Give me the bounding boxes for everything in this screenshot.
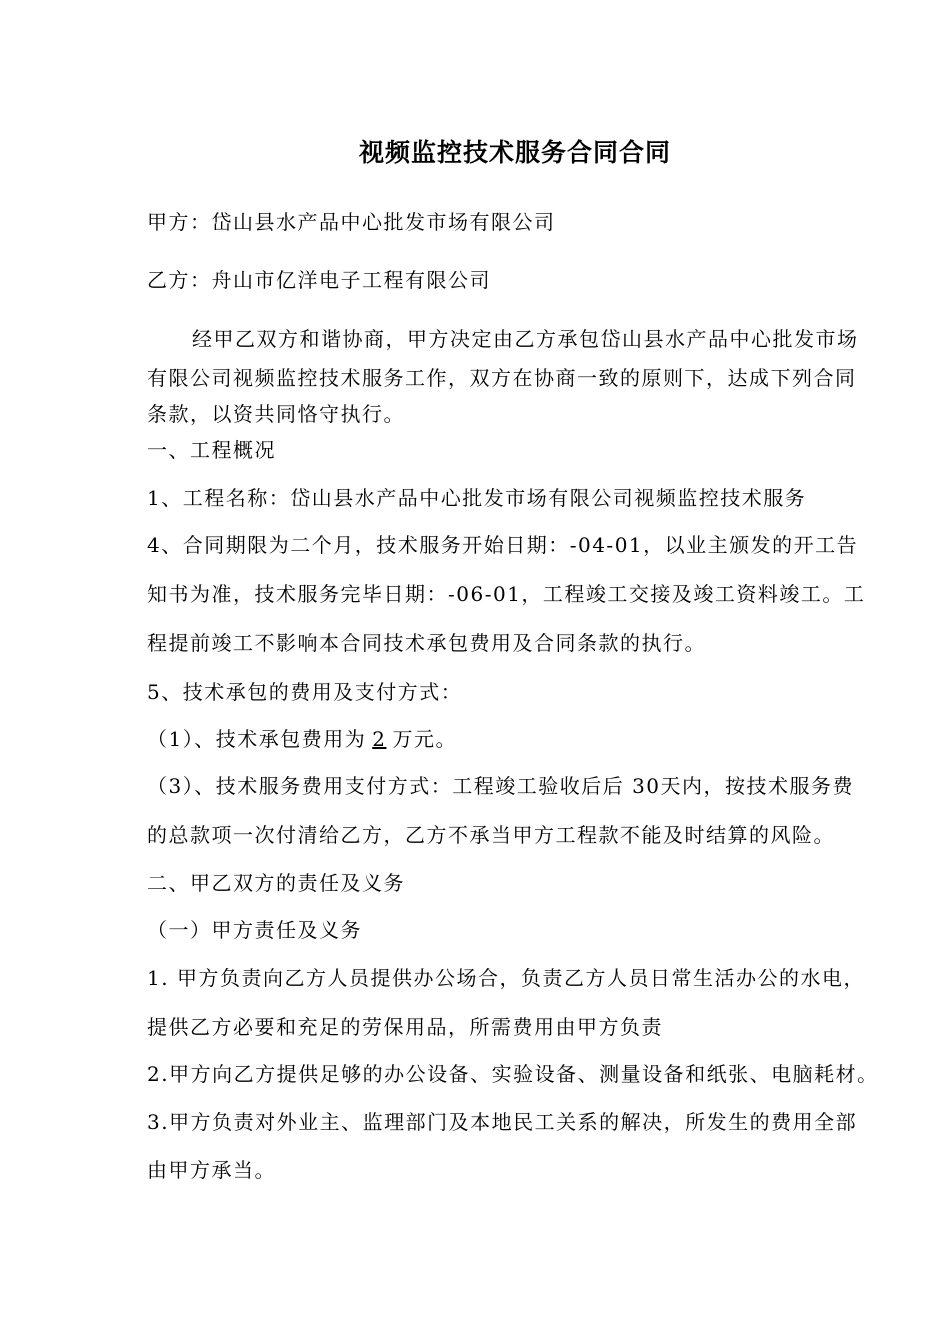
duty-1-line-2: 提供乙方必要和充足的劳保用品，所需费用由甲方负责: [147, 1015, 663, 1039]
project-name: 1、工程名称：岱山县水产品中心批发市场有限公司视频监控技术服务: [147, 486, 807, 510]
document-title: 视频监控技术服务合同合同: [358, 138, 671, 167]
section-1-heading: 一、工程概况: [147, 438, 276, 462]
fee-amount: 2: [372, 727, 387, 751]
intro-line-2: 有限公司视频监控技术服务工作，双方在协商一致的原则下，达成下列合同: [147, 366, 857, 390]
fee-prefix: （1）、技术承包费用为: [147, 727, 367, 751]
contract-term-line-1: 4、合同期限为二个月，技术服务开始日期：-04-01，以业主颁发的开工告: [147, 533, 859, 557]
fee-amount-line: [147, 727, 457, 751]
contract-term-line-3: 程提前竣工不影响本合同技术承包费用及合同条款的执行。: [147, 631, 706, 655]
intro-line-3: 条款，以资共同恪守执行。: [147, 402, 405, 426]
party-b: 乙方：舟山市亿洋电子工程有限公司: [147, 268, 491, 292]
fee-suffix: 万元。: [392, 727, 457, 751]
party-a: 甲方：岱山县水产品中心批发市场有限公司: [147, 210, 556, 234]
intro-line-1: 经甲乙双方和谐协商，甲方决定由乙方承包岱山县水产品中心批发市场: [192, 327, 859, 351]
duty-3-line-1: 3.甲方负责对外业主、监理部门及本地民工关系的解决，所发生的费用全部: [147, 1110, 858, 1134]
payment-line-2: 的总款项一次付清给乙方，乙方不承当甲方工程款不能及时结算的风险。: [147, 823, 835, 847]
payment-line-1: （3）、技术服务费用支付方式：工程竣工验收后后 30天内，按技术服务费: [147, 774, 855, 798]
duty-3-line-2: 由甲方承当。: [147, 1158, 276, 1182]
party-a-duties-heading: （一）甲方责任及义务: [147, 918, 362, 942]
contract-term-line-2: 知书为准，技术服务完毕日期：-06-01，工程竣工交接及竣工资料竣工。工: [147, 582, 866, 606]
section-2-heading: 二、甲乙双方的责任及义务: [147, 871, 405, 895]
fee-heading: 5、技术承包的费用及支付方式：: [147, 680, 463, 704]
duty-1-line-1: 1. 甲方负责向乙方人员提供办公场合，负责乙方人员日常生活办公的水电，: [147, 966, 865, 990]
duty-2: 2.甲方向乙方提供足够的办公设备、实验设备、测量设备和纸张、电脑耗材。: [147, 1062, 879, 1086]
